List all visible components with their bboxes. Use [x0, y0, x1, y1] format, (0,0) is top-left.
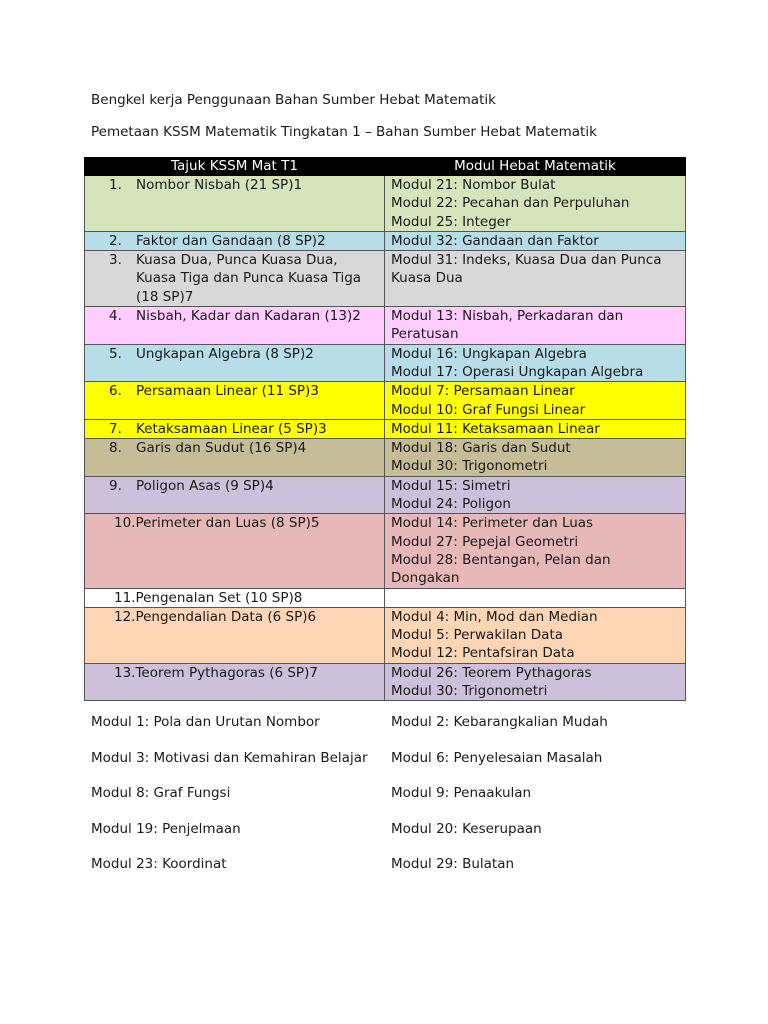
workshop-title: Bengkel kerja Penggunaan Bahan Sumber Hebat Matematik	[91, 92, 496, 108]
module-entry: Modul 5: Perwakilan Data	[391, 627, 564, 644]
module-name: Modul 9: Penaakulan	[391, 785, 532, 801]
module-entry: Modul 10: Graf Fungsi Linear	[391, 401, 586, 418]
topic-cell	[85, 344, 385, 382]
module-entry: Modul 21: Nombor Bulat	[391, 177, 556, 193]
topic-number: 9.	[109, 477, 122, 494]
module-entry: Modul 15: Simetri	[391, 477, 511, 494]
table-row	[85, 251, 686, 307]
module-entry: Modul 25: Integer	[391, 213, 511, 230]
module-name: Modul 20: Keserupaan	[391, 820, 542, 837]
topic-cell	[85, 251, 385, 307]
topic-number: 8.	[109, 440, 122, 457]
topic-text: Garis dan Sudut (16 SP)4	[136, 440, 307, 457]
topic-text: 13.Teorem Pythagoras (6 SP)7	[114, 664, 318, 681]
topic-cell	[85, 663, 385, 701]
column-header-topic: Tajuk KSSM Mat T1	[85, 158, 385, 176]
topic-text: Nombor Nisbah (21 SP)1	[136, 177, 303, 193]
module-cell	[385, 514, 686, 588]
module-name: Modul 2: Kebarangkalian Mudah	[391, 714, 608, 730]
module-entry: Modul 26: Teorem Pythagoras	[391, 664, 592, 681]
module-entry: Modul 32: Gandaan dan Faktor	[391, 232, 599, 249]
module-entry: Modul 30: Trigonometri	[391, 458, 548, 475]
list-item	[91, 856, 731, 892]
module-cell	[385, 251, 686, 307]
topic-number: 3.	[109, 252, 122, 269]
table-row	[85, 344, 686, 382]
list-item	[91, 821, 731, 857]
topic-text: Poligon Asas (9 SP)4	[136, 477, 274, 494]
module-cell	[385, 307, 686, 345]
mapping-title: Pemetaan KSSM Matematik Tingkatan 1 – Bahan Sumber Hebat Matematik	[91, 124, 597, 140]
module-cell	[385, 439, 686, 477]
module-cell	[385, 607, 686, 663]
module-entry: Modul 22: Pecahan dan Perpuluhan	[391, 195, 630, 212]
topic-text: Ketaksamaan Linear (5 SP)3	[136, 420, 327, 437]
topic-cell	[85, 588, 385, 607]
topic-text: Nisbah, Kadar dan Kadaran (13)2	[136, 308, 361, 325]
module-cell	[385, 344, 686, 382]
table-row	[85, 176, 686, 232]
table-row	[85, 419, 686, 438]
module-cell	[385, 588, 686, 607]
module-name: Modul 29: Bulatan	[391, 856, 515, 872]
module-name: Modul 6: Penyelesaian Masalah	[391, 749, 603, 766]
table-row	[85, 231, 686, 250]
module-name: Modul 1: Pola dan Urutan Nombor	[91, 714, 320, 730]
topic-cell	[85, 514, 385, 588]
topic-number: 1.	[109, 177, 122, 193]
module-entry: Modul 7: Persamaan Linear	[391, 383, 575, 400]
module-cell	[385, 231, 686, 250]
table-row	[85, 307, 686, 345]
module-entry: Modul 17: Operasi Ungkapan Algebra	[391, 363, 644, 380]
topic-cell	[85, 607, 385, 663]
module-entry: Modul 12: Pentafsiran Data	[391, 645, 575, 662]
topic-cell	[85, 382, 385, 420]
module-cell	[385, 176, 686, 232]
topic-cell	[85, 231, 385, 250]
module-entry: Modul 27: Pepejal Geometri	[391, 533, 579, 550]
table-row	[85, 382, 686, 420]
topic-number: 7.	[109, 420, 122, 437]
topic-number: 5.	[109, 345, 122, 362]
topic-text: 12.Pengendalian Data (6 SP)6	[114, 608, 317, 625]
topic-text: Faktor dan Gandaan (8 SP)2	[136, 232, 326, 249]
topic-number: 6.	[109, 383, 122, 400]
module-name: Modul 23: Koordinat	[91, 856, 227, 872]
topic-text: Persamaan Linear (11 SP)3	[136, 383, 319, 400]
table-row	[85, 663, 686, 701]
table-row	[85, 514, 686, 588]
topic-cell	[85, 176, 385, 232]
module-entry: Modul 13: Nisbah, Perkadaran dan Peratusan	[391, 308, 624, 343]
topic-text: Kuasa Dua, Punca Kuasa Dua, Kuasa Tiga dan Punca Kuasa Tiga (18 SP)7	[136, 252, 362, 305]
module-cell	[385, 419, 686, 438]
module-entry: Modul 28: Bentangan, Pelan dan Dongakan	[391, 551, 611, 587]
module-name: Modul 3: Motivasi dan Kemahiran Belajar	[91, 749, 368, 766]
module-entry: Modul 31: Indeks, Kuasa Dua dan Punca Kuasa Dua	[391, 252, 662, 287]
module-entry: Modul 24: Poligon	[391, 496, 511, 513]
topic-text: 11.Pengenalan Set (10 SP)8	[114, 589, 303, 606]
module-entry: Modul 18: Garis dan Sudut	[391, 440, 571, 457]
module-entry: Modul 11: Ketaksamaan Linear	[391, 420, 600, 437]
table-row	[85, 588, 686, 607]
topic-text: Ungkapan Algebra (8 SP)2	[136, 345, 314, 362]
list-item	[91, 750, 731, 786]
topic-cell	[85, 419, 385, 438]
module-cell	[385, 663, 686, 701]
topic-cell	[85, 439, 385, 477]
module-name: Modul 8: Graf Fungsi	[91, 785, 231, 801]
table-header-row	[85, 158, 686, 176]
mapping-table	[84, 157, 686, 701]
module-entry: Modul 30: Trigonometri	[391, 683, 548, 700]
topic-number: 2.	[109, 232, 122, 249]
module-cell	[385, 476, 686, 514]
module-entry: Modul 16: Ungkapan Algebra	[391, 345, 587, 362]
list-item	[91, 714, 731, 750]
table-row	[85, 607, 686, 663]
column-header-module: Modul Hebat Matematik	[385, 158, 686, 176]
topic-number: 4.	[109, 308, 122, 325]
topic-cell	[85, 476, 385, 514]
table-row	[85, 439, 686, 477]
module-entry: Modul 14: Perimeter dan Luas	[391, 515, 594, 532]
topic-text: 10.Perimeter dan Luas (8 SP)5	[114, 515, 320, 532]
module-cell	[385, 382, 686, 420]
table-row	[85, 476, 686, 514]
module-entry: Modul 4: Min, Mod dan Median	[391, 608, 598, 625]
list-item	[91, 785, 731, 821]
other-modules-list	[91, 714, 731, 892]
module-name: Modul 19: Penjelmaan	[91, 820, 241, 837]
topic-cell	[85, 307, 385, 345]
